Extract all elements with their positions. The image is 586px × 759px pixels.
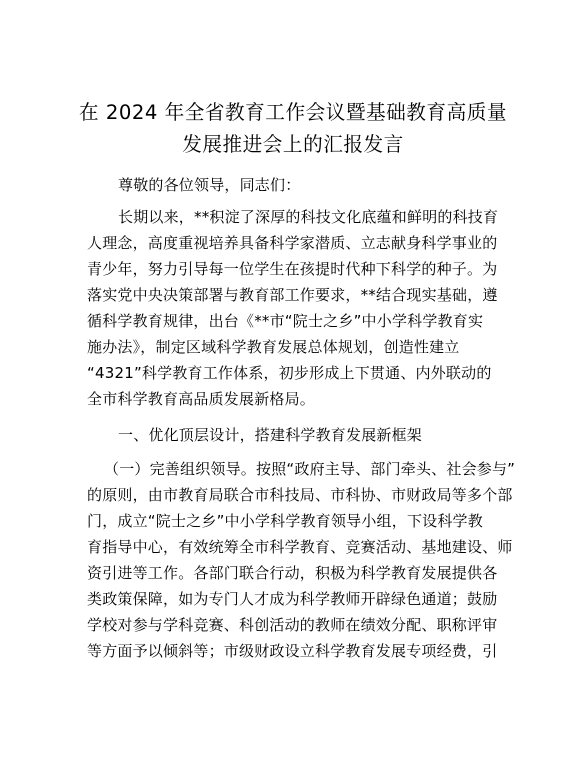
paragraph-line: （一）完善组织领导。按照“政府主导、部门牵头、社会参与”	[104, 460, 516, 478]
paragraph-line: 育指导中心，有效统筹全市科学教育、竞赛活动、基地建设、师	[87, 538, 513, 556]
paragraph-line: 全市科学教育高品质发展新格局。	[87, 390, 316, 408]
paragraph-line: 等方面予以倾斜等；市级财政设立科学教育发展专项经费，引	[87, 642, 498, 660]
paragraph-line: 门，成立“院士之乡”中小学科学教育领导小组，下设科学教	[87, 512, 483, 530]
paragraph-line: 类政策保障，如为专门人才成为科学教师开辟绿色通道；鼓励	[87, 590, 498, 608]
paragraph-line: 人理念，高度重视培养具备科学家潜质、立志献身科学事业的	[87, 234, 498, 252]
paragraph-line: 循科学教育规律，出台《**市“院士之乡”中小学科学教育实	[87, 312, 484, 330]
paragraph-line: 长期以来，**积淀了深厚的科技文化底蕴和鲜明的科技育	[118, 208, 499, 226]
paragraph-line: 的原则，由市教育局联合市科技局、市科协、市财政局等多个部	[87, 486, 513, 504]
greeting: 尊敬的各位领导，同志们：	[118, 176, 301, 194]
paragraph-line: 学校对参与学科竞赛、科创活动的教师在绩效分配、职称评审	[87, 616, 498, 634]
paragraph-line: 资引进等工作。各部门联合行动，积极为科学教育发展提供各	[87, 564, 498, 582]
section-heading: 一、优化顶层设计，搭建科学教育发展新框架	[118, 426, 423, 444]
paragraph-line: 施办法》，制定区域科学教育发展总体规划，创造性建立	[87, 338, 460, 356]
document-title-line-1: 在 2024 年全省教育工作会议暨基础教育高质量	[78, 101, 507, 124]
paragraph-line: “4321”科学教育工作体系，初步形成上下贯通、内外联动的	[87, 364, 492, 382]
document-title-line-2: 发展推进会上的汇报发言	[182, 133, 404, 156]
paragraph-line: 青少年，努力引导每一位学生在孩提时代种下科学的种子。为	[87, 260, 498, 278]
paragraph-line: 落实党中央决策部署与教育部工作要求，**结合现实基础，遵	[87, 286, 498, 304]
